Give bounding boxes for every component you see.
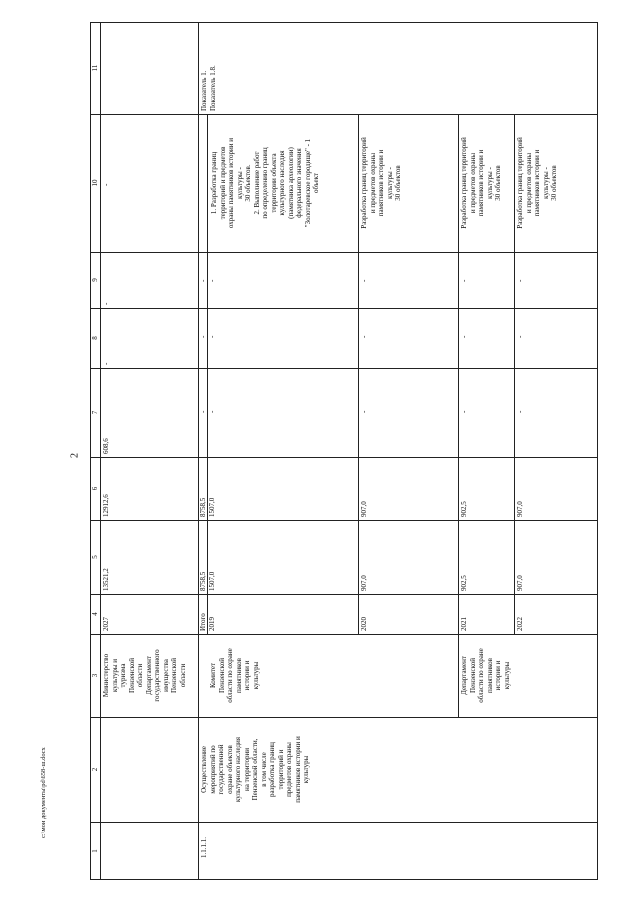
measure-name	[200, 719, 311, 820]
col9-2019	[208, 280, 217, 282]
column-header-6	[91, 457, 100, 520]
col9-itogo	[199, 280, 208, 282]
col9-2027-line: -	[102, 302, 110, 305]
col10-2020-line: и предметов охраны	[368, 152, 377, 214]
executor-2027	[102, 636, 187, 715]
col6-itogo	[199, 498, 208, 517]
executor-2027-line: Департамент	[144, 656, 153, 695]
year-2020-line: 2020	[360, 617, 368, 631]
year-2022	[516, 617, 525, 631]
measure-name-line: государственной	[217, 744, 225, 795]
col6-2021	[460, 501, 469, 517]
col9-2027	[102, 303, 111, 305]
executor-2027-line: Пензенской	[127, 658, 136, 693]
col8-2021-line: -	[460, 335, 468, 338]
col10-2019-line: по определению границ	[261, 147, 269, 219]
col6-2027-line: 12912,6	[102, 494, 110, 517]
measure-name-line: в том числе	[259, 752, 268, 787]
col8-2019	[208, 336, 217, 338]
total-2027	[102, 568, 111, 591]
column-header-5-line: 5	[91, 555, 99, 559]
col8-2027-line: -	[102, 362, 110, 365]
col10-2027	[102, 184, 111, 186]
column-header-9-line: 9	[91, 278, 99, 282]
col10-2019-line: федерального значения	[295, 148, 303, 218]
col10-2022-line: Разработка границ территорий	[516, 137, 524, 229]
year-2019	[208, 617, 217, 631]
column-header-2	[91, 717, 100, 822]
col10-2019-line: культуры -	[235, 167, 244, 199]
total-2019-line: 1507,0	[208, 571, 216, 591]
measure-name-line: культурного наследия	[234, 736, 242, 803]
col10-2020-line: Разработка границ территорий	[360, 137, 368, 229]
column-header-2-line: 2	[91, 767, 99, 772]
col10-2027-line: -	[102, 183, 110, 186]
column-header-3-line: 3	[91, 673, 99, 678]
column-header-1	[91, 822, 100, 880]
executor-2027-line: туризма	[119, 663, 127, 688]
col10-2019-line: охраны памятников истории и	[227, 137, 235, 229]
col10-2019-line: "Золотаревское городище" - 1	[303, 138, 312, 228]
measure-name-line: Пензенской области,	[251, 738, 259, 801]
executor-2027-line: культуры и	[110, 658, 119, 693]
total-2021	[460, 575, 469, 591]
column-header-5	[91, 520, 100, 594]
executor-2021-line: культуры	[502, 661, 511, 690]
col10-2020-line: 30 объектов	[394, 165, 402, 201]
column-header-6-line: 6	[91, 486, 99, 491]
executor-2021-line: области по охране	[477, 648, 485, 703]
col10-2021-line: культуры -	[485, 167, 494, 199]
col10-2022-line: 30 объектов	[550, 165, 558, 201]
col9-2019-line: -	[208, 279, 216, 282]
col10-2022	[516, 116, 559, 250]
col10-2019-line: 2. Выполнение работ	[252, 151, 261, 215]
col10-2021-line: и предметов охраны	[468, 152, 477, 214]
footer-file-path: c:\мои документы\pd\658-ш.docx	[40, 747, 47, 838]
year-2022-line: 2022	[516, 617, 524, 631]
col6-2022	[516, 501, 525, 517]
col8-2022	[516, 336, 525, 338]
year-itogo-line: Итого	[199, 613, 207, 631]
executor-2019-line: культуры	[251, 661, 260, 690]
column-header-7-line: 7	[91, 410, 99, 415]
executor-2021-line: Пензенской	[468, 658, 477, 693]
col7-2022-line: -	[516, 410, 524, 413]
indicator	[200, 65, 217, 111]
year-2019-line: 2019	[208, 617, 216, 631]
col7-2027	[102, 438, 111, 454]
executor-2027-line: области	[178, 663, 187, 688]
col6-2020	[360, 501, 369, 517]
measure-name-line: памятников истории и	[293, 736, 302, 803]
col6-2022-line: 907,0	[516, 501, 524, 517]
year-2027	[102, 617, 111, 631]
col9-2020	[360, 280, 369, 282]
col8-2027	[102, 363, 111, 365]
col10-2019-line: 1. Разработка границ	[210, 151, 218, 215]
year-itogo	[199, 613, 208, 631]
measure-name-line: охране объектов	[225, 745, 234, 794]
executor-2019-line: Пензенской	[217, 658, 226, 693]
executor-2019	[209, 636, 260, 715]
col6-2020-line: 907,0	[360, 501, 368, 517]
col10-2019	[210, 116, 321, 250]
col7-itogo	[199, 411, 208, 413]
col10-2019-line: (памятника археологии)	[286, 147, 295, 219]
col9-2021-line: -	[460, 279, 468, 282]
col6-2019	[208, 498, 217, 517]
col10-2022-line: памятников истории и	[533, 149, 541, 217]
col7-2022	[516, 411, 525, 413]
indicator-line: Показатель 1.8.	[208, 65, 217, 111]
col8-2020-line: -	[360, 335, 368, 338]
page-number: 2	[69, 453, 81, 458]
col8-2021	[460, 336, 469, 338]
col8-2022-line: -	[516, 335, 524, 338]
column-header-11-line: 11	[91, 64, 99, 72]
col7-itogo-line: -	[199, 410, 207, 413]
total-2021-line: 902,5	[460, 575, 468, 591]
col10-2019-line: территорий и предметов	[218, 146, 227, 220]
column-header-10	[91, 114, 100, 252]
col6-2019-line: 1507,0	[208, 497, 216, 517]
col10-2019-line: объект	[312, 173, 320, 193]
executor-2019-line: истории и	[243, 660, 251, 691]
executor-2027-line: Министерство	[102, 653, 110, 698]
col6-itogo-line: 8758,5	[199, 497, 207, 517]
col8-2019-line: -	[208, 335, 216, 338]
col8-itogo	[199, 336, 208, 338]
executor-2019-line: памятников	[234, 658, 243, 693]
col10-2021-line: 30 объектов	[494, 165, 502, 201]
column-header-4	[91, 594, 100, 634]
col10-2020-line: культуры -	[385, 167, 394, 199]
measure-name-line: территорий и	[276, 749, 285, 790]
total-2027-line: 13521,2	[102, 568, 110, 591]
col10-2022-line: и предметов охраны	[524, 152, 533, 214]
executor-2021-line: памятников	[485, 658, 494, 693]
measure-name-line: культуры	[302, 755, 310, 784]
col9-2022	[516, 280, 525, 282]
total-2022-line: 907,0	[516, 575, 524, 591]
executor-2019-line: Комитет	[209, 662, 217, 689]
column-header-9	[91, 252, 100, 308]
year-2021-line: 2021	[460, 617, 468, 631]
column-header-8-line: 8	[91, 336, 99, 340]
row-number	[200, 837, 209, 858]
col9-2022-line: -	[516, 279, 524, 282]
col8-2020	[360, 336, 369, 338]
measure-name-line: Осуществление	[200, 746, 208, 793]
column-header-1-line: 1	[91, 849, 99, 853]
column-header-3	[91, 634, 100, 717]
col9-2021	[460, 280, 469, 282]
column-header-4-line: 4	[91, 612, 99, 616]
col7-2027-line: 608,6	[102, 438, 110, 454]
col7-2019-line: -	[208, 410, 216, 413]
total-itogo-line: 8758,5	[199, 571, 207, 591]
col7-2019	[208, 411, 217, 413]
total-2019	[208, 572, 217, 591]
executor-2027-line: области	[136, 663, 144, 688]
row-number-line: 1.1.1.1.	[200, 837, 208, 858]
col10-2021	[460, 116, 503, 250]
col9-itogo-line: -	[199, 279, 207, 282]
col10-2019-line: 30 объектов.	[244, 164, 252, 202]
executor-2027-line: имущества	[161, 659, 170, 692]
executor-2027-line: государственного	[153, 649, 161, 702]
column-header-7	[91, 368, 100, 457]
year-2021	[460, 617, 469, 631]
column-header-10-line: 10	[91, 179, 99, 187]
col7-2021-line: -	[460, 410, 468, 413]
total-2020	[360, 575, 369, 591]
data-table	[90, 22, 598, 880]
indicator-line: Показатель 1.	[200, 70, 208, 111]
col10-2021-line: памятников истории и	[477, 149, 485, 217]
col6-2027	[102, 494, 111, 517]
executor-2021-line: истории и	[494, 660, 502, 691]
total-itogo	[199, 572, 208, 591]
executor-2027-line: Пензенской	[170, 658, 178, 693]
col10-2019-line: культурного наследия	[278, 150, 286, 216]
column-header-8	[91, 308, 100, 368]
col6-2021-line: 902,5	[460, 501, 468, 517]
measure-name-line: мероприятий по	[208, 745, 217, 794]
col9-2020-line: -	[360, 279, 368, 282]
col7-2020-line: -	[360, 410, 368, 413]
year-2027-line: 2027	[102, 617, 110, 631]
col10-2022-line: культуры -	[541, 167, 550, 199]
col7-2021	[460, 411, 469, 413]
executor-2019-line: области по охране	[226, 648, 234, 703]
measure-name-line: предметов охраны	[285, 742, 293, 797]
measure-name-line: разработка границ	[268, 742, 276, 797]
col10-2019-line: территории объекта	[269, 153, 278, 213]
measure-name-line: на территории	[242, 748, 251, 791]
col10-2020	[360, 116, 403, 250]
executor-2021	[460, 636, 511, 715]
col8-itogo-line: -	[199, 335, 207, 338]
column-header-11	[91, 22, 100, 114]
total-2022	[516, 575, 525, 591]
executor-2021-line: Департамент	[460, 656, 468, 695]
col10-2020-line: памятников истории и	[377, 149, 385, 217]
total-2020-line: 907,0	[360, 575, 368, 591]
col10-2021-line: Разработка границ территорий	[460, 137, 468, 229]
col7-2020	[360, 411, 369, 413]
year-2020	[360, 617, 369, 631]
